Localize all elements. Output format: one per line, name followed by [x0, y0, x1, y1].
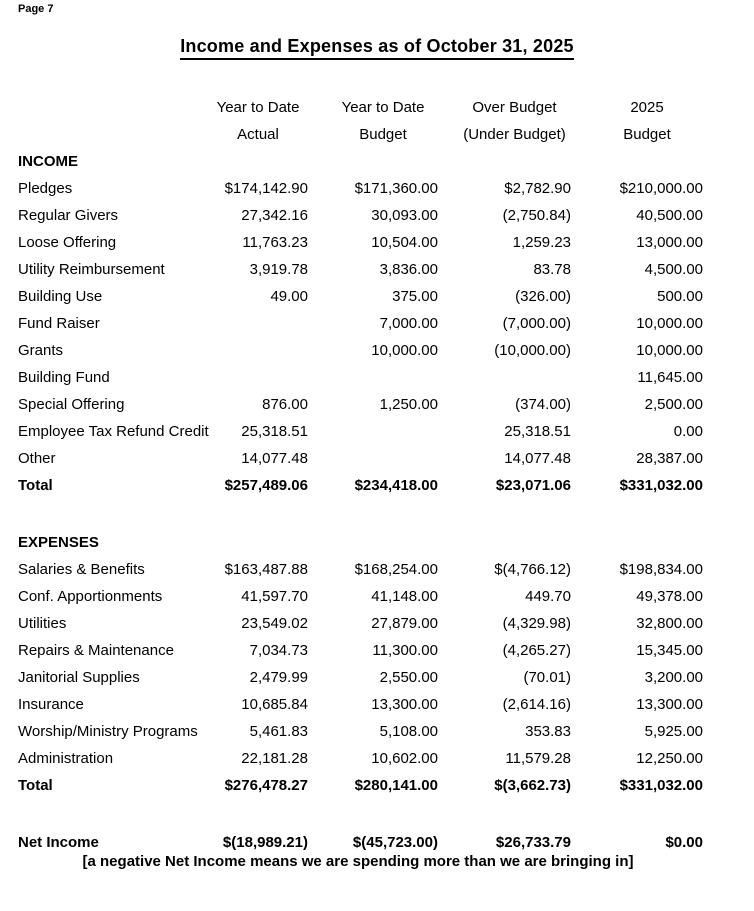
row-label: Total — [18, 777, 53, 794]
row-label: Regular Givers — [18, 207, 119, 224]
table-row — [18, 256, 723, 283]
cell-value: 11,300.00 — [372, 642, 438, 659]
cell-value — [328, 418, 458, 445]
cell-value: 449.70 — [525, 588, 571, 605]
cell-value: 13,300.00 — [371, 696, 438, 713]
cell-value: (326.00) — [515, 288, 571, 305]
cell-value: $2,782.90 — [504, 180, 571, 197]
table-row — [18, 310, 723, 337]
cell-value: 49,378.00 — [636, 588, 703, 605]
cell-value: 25,318.51 — [241, 423, 308, 440]
cell-value: 83.78 — [533, 261, 571, 278]
cell-value: 10,504.00 — [371, 234, 438, 251]
cell-value: $168,254.00 — [354, 561, 438, 578]
cell-value: 11,579.28 — [505, 750, 571, 767]
column-header-ytd-budget-1: Year to Date — [341, 99, 425, 116]
cell-value: 40,500.00 — [636, 207, 703, 224]
cell-value: 41,148.00 — [371, 588, 438, 605]
cell-value: 27,879.00 — [371, 615, 438, 632]
cell-value: 32,800.00 — [636, 615, 703, 632]
table-row — [18, 583, 723, 610]
cell-value: 10,685.84 — [241, 696, 308, 713]
cell-value — [208, 364, 328, 391]
header-row-2 — [18, 121, 723, 148]
cell-value: 7,000.00 — [379, 315, 438, 332]
row-label: Janitorial Supplies — [18, 669, 140, 686]
total-row — [18, 772, 723, 799]
cell-value: $276,478.27 — [224, 777, 308, 794]
column-header-2025-budget-2: Budget — [623, 126, 671, 143]
row-label: Fund Raiser — [18, 315, 100, 332]
table-row — [18, 610, 723, 637]
page-number-label: Page 7 — [18, 3, 54, 15]
spacer-row — [18, 499, 723, 529]
row-label: Insurance — [18, 696, 84, 713]
section-heading — [18, 529, 723, 556]
cell-value: 27,342.16 — [241, 207, 308, 224]
cell-value: 353.83 — [525, 723, 571, 740]
cell-value: 14,077.48 — [241, 450, 308, 467]
cell-value: 11,763.23 — [242, 234, 308, 251]
cell-value: (2,750.84) — [502, 207, 571, 224]
table-row — [18, 364, 723, 391]
cell-value: 3,200.00 — [644, 669, 703, 686]
row-label: Worship/Ministry Programs — [18, 723, 198, 740]
column-header-ytd-actual-1: Year to Date — [216, 99, 300, 116]
row-label: Utility Reimbursement — [18, 261, 165, 278]
cell-value: 28,387.00 — [636, 450, 703, 467]
column-header-over-budget-1: Over Budget — [472, 99, 557, 116]
total-row — [18, 472, 723, 499]
cell-value: $23,071.06 — [495, 477, 571, 494]
cell-value: 14,077.48 — [504, 450, 571, 467]
cell-value: $174,142.90 — [224, 180, 308, 197]
cell-value: $171,360.00 — [354, 180, 438, 197]
table-row — [18, 229, 723, 256]
cell-value: 10,602.00 — [371, 750, 438, 767]
cell-value: $280,141.00 — [354, 777, 438, 794]
cell-value: 12,250.00 — [636, 750, 703, 767]
cell-value: 7,034.73 — [249, 642, 308, 659]
net-income-row — [18, 829, 723, 856]
cell-value — [458, 364, 591, 391]
column-header-over-budget-2: (Under Budget) — [463, 126, 566, 143]
row-label: Special Offering — [18, 396, 125, 413]
cell-value — [328, 364, 458, 391]
section-heading-label: INCOME — [18, 153, 78, 170]
cell-value: 49.00 — [270, 288, 308, 305]
cell-value: 30,093.00 — [371, 207, 438, 224]
cell-value: 41,597.70 — [241, 588, 308, 605]
cell-value: $331,032.00 — [619, 477, 703, 494]
cell-value: $0.00 — [665, 834, 703, 851]
table-row — [18, 202, 723, 229]
cell-value — [208, 337, 328, 364]
cell-value: $257,489.06 — [224, 477, 308, 494]
cell-value: (4,265.27) — [502, 642, 571, 659]
cell-value: 0.00 — [673, 423, 703, 440]
cell-value: 500.00 — [657, 288, 703, 305]
header-spacer — [18, 121, 208, 148]
cell-value: 15,345.00 — [636, 642, 703, 659]
row-label: Salaries & Benefits — [18, 561, 145, 578]
income-expenses-table — [18, 94, 723, 856]
cell-value: 5,461.83 — [249, 723, 308, 740]
row-label: Conf. Apportionments — [18, 588, 163, 605]
cell-value: 876.00 — [262, 396, 308, 413]
cell-value: 10,000.00 — [636, 315, 703, 332]
table-row — [18, 445, 723, 472]
table-row — [18, 637, 723, 664]
cell-value: 13,000.00 — [636, 234, 703, 251]
cell-value: 10,000.00 — [371, 342, 438, 359]
footnote: [a negative Net Income means we are spending more than we are bringing in] — [82, 853, 634, 870]
cell-value: 2,479.99 — [249, 669, 308, 686]
row-label: Net Income — [18, 834, 99, 851]
table-row — [18, 391, 723, 418]
cell-value: 23,549.02 — [241, 615, 308, 632]
row-label: Pledges — [18, 180, 73, 197]
cell-value: (2,614.16) — [502, 696, 571, 713]
cell-value: $(3,662.73) — [494, 777, 571, 794]
table-header — [18, 94, 723, 148]
table-row — [18, 283, 723, 310]
cell-value: 2,550.00 — [379, 669, 438, 686]
cell-value: 13,300.00 — [636, 696, 703, 713]
row-label: Repairs & Maintenance — [18, 642, 174, 659]
row-label: Building Fund — [18, 369, 110, 386]
cell-value: $(4,766.12) — [494, 561, 571, 578]
column-header-ytd-actual-2: Actual — [237, 126, 279, 143]
section-heading-label: EXPENSES — [18, 534, 99, 551]
table-body — [18, 148, 723, 856]
cell-value: 3,919.78 — [249, 261, 308, 278]
cell-value: 3,836.00 — [379, 261, 438, 278]
header-row-1 — [18, 94, 723, 121]
column-header-ytd-budget-2: Budget — [359, 126, 407, 143]
cell-value — [208, 310, 328, 337]
row-label: Total — [18, 477, 53, 494]
cell-value: (10,000.00) — [494, 342, 571, 359]
table-row — [18, 718, 723, 745]
cell-value: 25,318.51 — [504, 423, 571, 440]
cell-value: 1,259.23 — [512, 234, 571, 251]
table-row — [18, 664, 723, 691]
section-heading — [18, 148, 723, 175]
cell-value — [328, 445, 458, 472]
row-label: Loose Offering — [18, 234, 117, 251]
cell-value: (70.01) — [523, 669, 571, 686]
cell-value: 375.00 — [392, 288, 438, 305]
spacer-cell — [18, 799, 723, 829]
column-header-2025-budget-1: 2025 — [630, 99, 664, 116]
row-label: Building Use — [18, 288, 103, 305]
cell-value: 5,108.00 — [379, 723, 438, 740]
row-label: Utilities — [18, 615, 67, 632]
row-label: Grants — [18, 342, 64, 359]
page-title: Income and Expenses as of October 31, 2025 — [180, 36, 574, 60]
title-container — [0, 36, 754, 60]
cell-value: 2,500.00 — [644, 396, 703, 413]
cell-value: $26,733.79 — [495, 834, 571, 851]
cell-value: $198,834.00 — [619, 561, 703, 578]
header-spacer — [18, 94, 208, 121]
table-row — [18, 418, 723, 445]
table-row — [18, 556, 723, 583]
cell-value: 22,181.28 — [241, 750, 308, 767]
row-label: Employee Tax Refund Credit — [18, 423, 209, 440]
cell-value: (4,329.98) — [502, 615, 571, 632]
cell-value: $163,487.88 — [224, 561, 308, 578]
spacer-row — [18, 799, 723, 829]
cell-value: 5,925.00 — [644, 723, 703, 740]
table-row — [18, 745, 723, 772]
cell-value: $(18,989.21) — [222, 834, 308, 851]
cell-value: 11,645.00 — [637, 369, 703, 386]
cell-value: 1,250.00 — [379, 396, 438, 413]
cell-value: $(45,723.00) — [352, 834, 438, 851]
row-label: Other — [18, 450, 56, 467]
cell-value: 10,000.00 — [636, 342, 703, 359]
cell-value: 4,500.00 — [644, 261, 703, 278]
table-row — [18, 175, 723, 202]
cell-value: $331,032.00 — [619, 777, 703, 794]
spacer-cell — [18, 499, 723, 529]
cell-value: $210,000.00 — [619, 180, 703, 197]
cell-value: $234,418.00 — [354, 477, 438, 494]
cell-value: (7,000.00) — [502, 315, 571, 332]
table-row — [18, 337, 723, 364]
table-row — [18, 691, 723, 718]
cell-value: (374.00) — [515, 396, 571, 413]
row-label: Administration — [18, 750, 114, 767]
